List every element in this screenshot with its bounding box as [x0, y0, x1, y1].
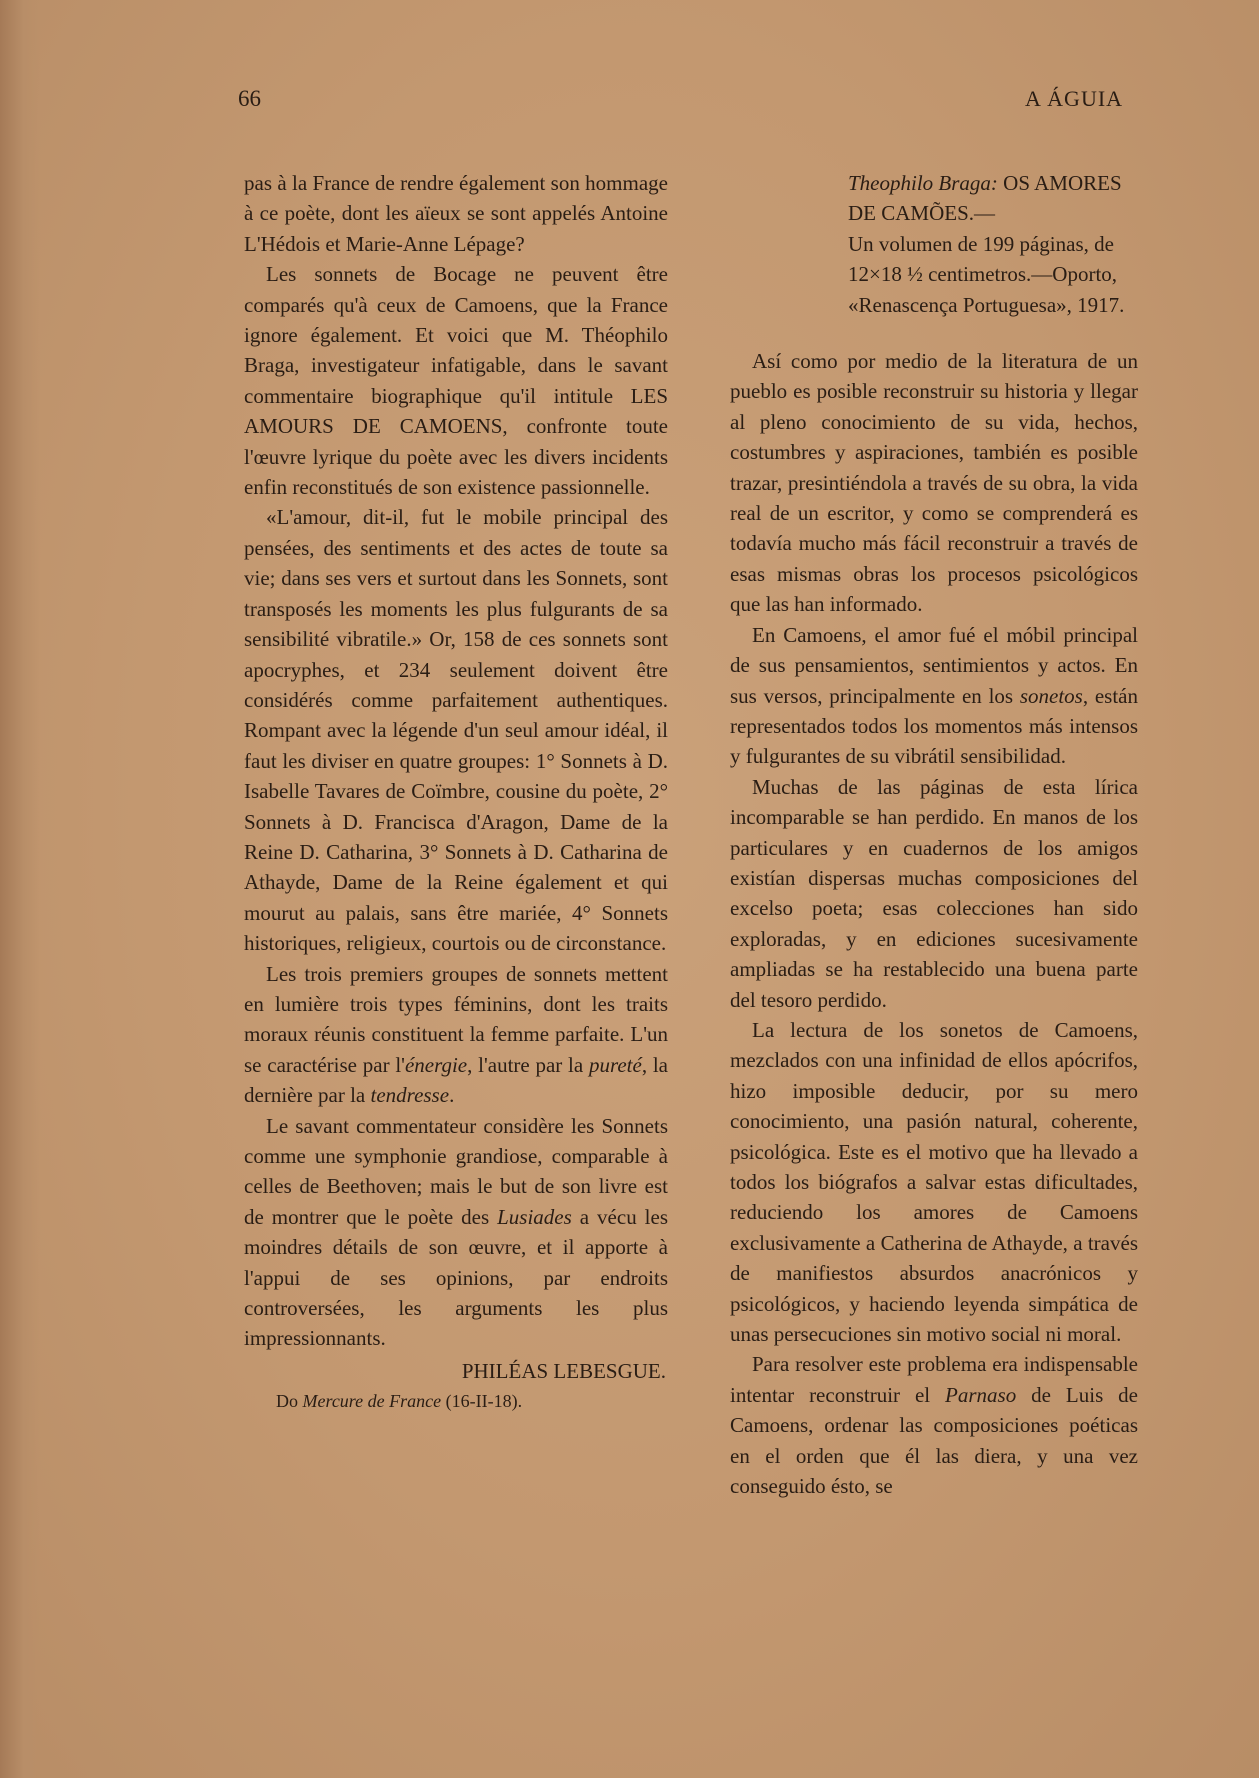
paragraph: pas à la France de rendre également son hommage à ce poète, dont les aïeux se sont appelés Antoine L'Hédois et Marie-Anne Lépage? [244, 171, 668, 256]
book-reference [848, 168, 1138, 320]
paragraph-text: Le savant commentateur considère les Sonnets comme une symphonie grandiose, comparable à celles de Beethoven; mais le but de son livre est de montrer que le poète des [244, 1113, 668, 1229]
paragraph-text: de Luis de Camoens, ordenar las composiciones poéticas en el orden que él las diera, y una vez conseguido ésto, se [730, 1382, 1138, 1499]
paragraph-text: . [449, 1083, 455, 1108]
right-column [730, 168, 1138, 1501]
emphasis-sonetos: sonetos [1019, 683, 1083, 708]
paragraph-text: , l'autre par la [467, 1052, 589, 1077]
paragraph-text: En Camoens, el amor fué el móbil principal de sus pensamientos, sentimientos y actos. En sus versos, principalmente en los [730, 622, 1138, 708]
source-date: (16-II-18). [441, 1391, 523, 1412]
paragraph-text: , la dernière par la [244, 1052, 669, 1108]
emphasis-tendresse: tendresse [370, 1083, 450, 1108]
source-prefix: Do [276, 1391, 303, 1412]
paragraph [244, 959, 668, 1111]
paragraph-text: Para resolver este problema era indispensable intentar reconstruir el [730, 1352, 1138, 1407]
author-signature: PHILÉAS LEBESGUE. [461, 1358, 666, 1383]
paragraph [730, 1349, 1138, 1501]
paragraph-text: a vécu les moindres détails de son œuvre, et il apporte à l'appui de ses opinions, par endroits controversées, les arguments les plus impressionnants. [244, 1204, 668, 1351]
paragraph-text: , están representados todos los momentos más intensos y fulgurantes de su vibrátil sensibilidad. [730, 683, 1139, 769]
source-title: Mercure de France [302, 1391, 442, 1412]
left-column [244, 168, 668, 1417]
book-heading [848, 168, 1138, 229]
page-number: 66 [238, 86, 261, 111]
emphasis-parnaso: Parnaso [945, 1382, 1017, 1407]
paragraph-text: Les trois premiers groupes de sonnets mettent en lumière trois types féminins, dont les traits moraux réunis constituent la femme parfaite. L'un se caractérise par l' [244, 961, 668, 1077]
page-edge-shadow [0, 0, 40, 1778]
page-header [0, 86, 1259, 126]
emphasis-purete: pureté [588, 1052, 642, 1077]
book-author: Theophilo Braga: [848, 171, 998, 195]
paragraph: La lectura de los sonetos de Camoens, mezclados con una infinidad de ellos apócrifos, hizo imposible deducir, por su mero conocimiento, una pasión natural, coherente, psicológica. Este es el motivo que ha llevado a todos los biógrafos a salvar estas dificultades, reduciendo los amores de Camoens exclusivamente a Catherina de Athayde, a través de manifiestos absurdos anacrónicos y psicológicos, y haciendo leyenda simpática de unas persecuciones sin motivo social ni moral. [730, 1017, 1138, 1347]
paragraph [244, 1111, 668, 1354]
paragraph [730, 620, 1138, 772]
book-details: Un volumen de 199 páginas, de 12×18 ½ centimetros.—Oporto, «Renascença Portuguesa», 1917. [848, 231, 1125, 317]
journal-title: A ÁGUIA [1025, 86, 1124, 111]
paragraph: «L'amour, dit-il, fut le mobile principal des pensées, des sentiments et des actes de toute sa vie; dans ses vers et surtout dans les Sonnets, sont transposés les moments les plus fulgurants de sa sensibilité vibratile.» Or, 158 de ces sonnets sont apocryphes, et 234 seulement doivent être considérés comme parfaitement authentiques. Rompant avec la légende d'un seul amour idéal, il faut les diviser en quatre groupes: 1° Sonnets à D. Isabelle Tavares de Coïmbre, cousine du poète, 2° Sonnets à D. Francisca d'Aragon, Dame de la Reine D. Catharina, 3° Sonnets à D. Catharina de Athayde, Dame de la Reine également et qui mourut au palais, sans être mariée, 4° Sonnets historiques, religieux, courtois ou de circonstance. [244, 505, 668, 956]
emphasis-lusiades: Lusiades [497, 1204, 572, 1229]
paragraph: Así como por medio de la literatura de un pueblo es posible reconstruir su historia y llegar al pleno conocimiento de su vida, hechos, costumbres y aspiraciones, también es posible trazar, presintiéndola a través de su obra, la vida real de un escritor, y como se comprenderá es todavía mucho más fácil reconstruir a través de esas mismas obras los procesos psicológicos que las han informado. [730, 349, 1138, 617]
book-title: OS AMORES DE CAMÕES.— [848, 171, 1122, 226]
source-citation [244, 1386, 668, 1416]
emphasis-energie: énergie [404, 1052, 468, 1077]
paragraph: Les sonnets de Bocage ne peuvent être comparés qu'à ceux de Camoens, que la France ignore également. Et voici que M. Théophilo Braga, investigateur infatigable, dans le savant commentaire biographique qu'il intitule LES AMOURS DE CAMOENS, confronte toute l'œuvre lyrique du poète avec les divers incidents enfin reconstitués de son existence passionnelle. [244, 262, 668, 500]
paragraph: Muchas de las páginas de esta lírica incomparable se han perdido. En manos de los particulares y en cuadernos de los amigos existían dispersas muchas composiciones del excelso poeta; esas colecciones han sido exploradas, y en ediciones sucesivamente ampliadas se ha restablecido una buena parte del tesoro perdido. [730, 774, 1138, 1012]
